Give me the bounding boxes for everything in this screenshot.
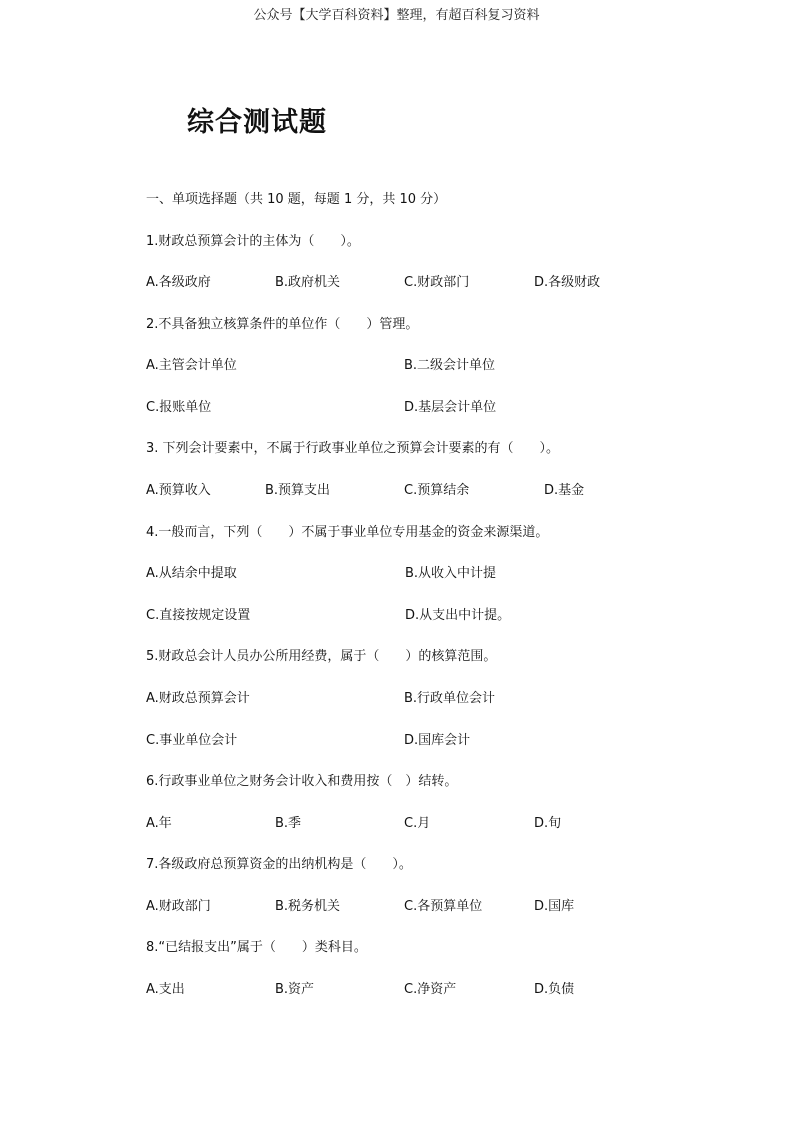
question-stem: 6.行政事业单位之财务会计收入和费用按（ ）结转。 [146, 774, 458, 789]
page-header: 公众号【大学百科资料】整理，有超百科复习资料 [253, 8, 540, 23]
section-heading: 一、单项选择题（共 10 题，每题 1 分，共 10 分） [146, 192, 447, 207]
option: D.负债 [534, 982, 575, 997]
option: C.预算结余 [404, 483, 470, 498]
option: C.净资产 [404, 982, 457, 997]
question-stem: 3. 下列会计要素中，不属于行政事业单位之预算会计要素的有（ ）。 [146, 441, 560, 456]
question-stem: 1.财政总预算会计的主体为（ ）。 [146, 234, 360, 249]
page-title: 综合测试题 [187, 107, 327, 138]
option: C.月 [404, 816, 431, 831]
question-stem: 2.不具备独立核算条件的单位作（ ）管理。 [146, 317, 419, 332]
option: D.从支出中计提。 [405, 608, 511, 623]
option: A.年 [146, 816, 172, 831]
option: D.国库 [534, 899, 575, 914]
question-stem: 7.各级政府总预算资金的出纳机构是（ ）。 [146, 857, 412, 872]
option: B.季 [275, 816, 302, 831]
question-stem: 4.一般而言，下列（ ）不属于事业单位专用基金的资金来源渠道。 [146, 525, 549, 540]
option: C.各预算单位 [404, 899, 483, 914]
option: B.预算支出 [265, 483, 331, 498]
option: A.从结余中提取 [146, 566, 237, 581]
option: D.基层会计单位 [404, 400, 497, 415]
option: D.国库会计 [404, 733, 471, 748]
option: B.二级会计单位 [404, 358, 496, 373]
option: B.税务机关 [275, 899, 341, 914]
option: D.旬 [534, 816, 562, 831]
option: B.资产 [275, 982, 315, 997]
option: C.报账单位 [146, 400, 212, 415]
option: D.基金 [544, 483, 585, 498]
option: A.预算收入 [146, 483, 211, 498]
option: A.财政部门 [146, 899, 211, 914]
option: B.从收入中计提 [405, 566, 497, 581]
question-stem: 5.财政总会计人员办公所用经费，属于（ ）的核算范围。 [146, 649, 497, 664]
option: A.主管会计单位 [146, 358, 237, 373]
option: C.直接按规定设置 [146, 608, 251, 623]
option: D.各级财政 [534, 275, 601, 290]
option: B.政府机关 [275, 275, 341, 290]
option: C.财政部门 [404, 275, 470, 290]
option: A.支出 [146, 982, 185, 997]
option: C.事业单位会计 [146, 733, 238, 748]
option: A.各级政府 [146, 275, 211, 290]
question-stem: 8.“已结报支出”属于（ ）类科目。 [146, 940, 367, 955]
option: B.行政单位会计 [404, 691, 496, 706]
option: A.财政总预算会计 [146, 691, 250, 706]
